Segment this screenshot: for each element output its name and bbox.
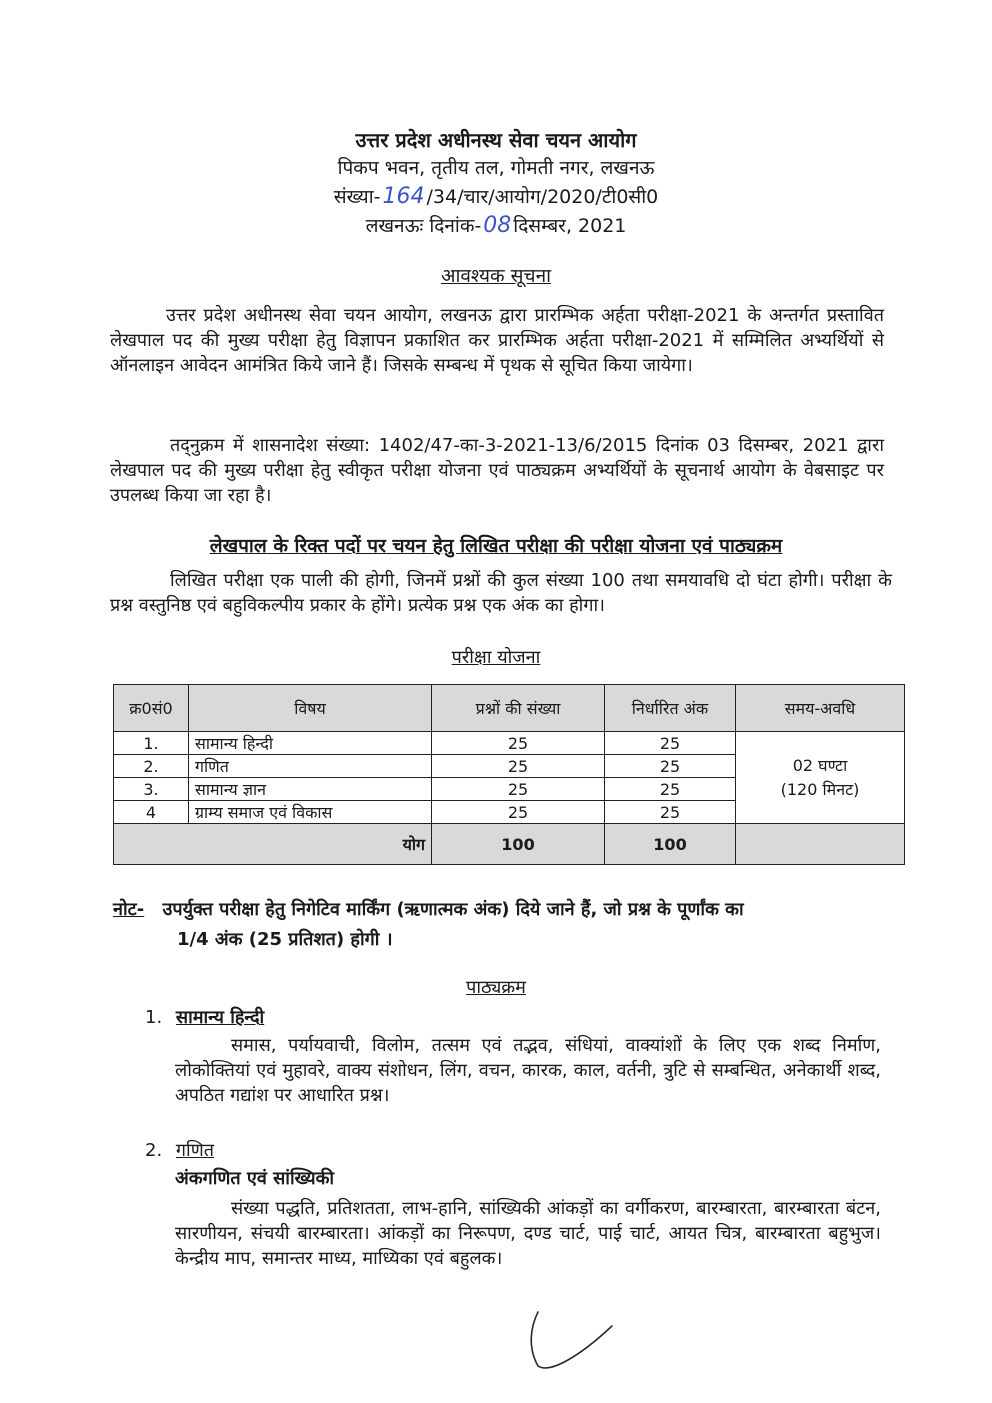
row-serial: 1. [114, 732, 189, 755]
scheme-paragraph: लिखित परीक्षा एक पाली की होगी, जिनमें प्रश्नों की कुल संख्या 100 तथा समयावधि दो घंटा होगी। परीक्षा के प्रश्न वस्तुनिष्ठ एवं बहुविकल्पीय प्रकार के होंगे। प्रत्येक प्रश्न एक अंक का होगा। [110, 570, 892, 616]
section-1-name: सामान्य हिन्दी [175, 1007, 265, 1028]
col-marks: निर्धारित अंक [605, 685, 736, 732]
row-marks: 25 [605, 732, 736, 755]
notice-heading: आवश्यक सूचना [440, 265, 552, 287]
duration-hours: 02 घण्टा [792, 755, 848, 775]
col-duration: समय-अवधि [736, 685, 905, 732]
org-address: पिकप भवन, तृतीय तल, गोमती नगर, लखनऊ [337, 157, 655, 179]
date-suffix: दिसम्बर, 2021 [513, 215, 627, 237]
row-questions: 25 [432, 801, 605, 824]
section-1-content: समास, पर्यायवाची, विलोम, तत्सम एवं तद्भव, संधियां, वाक्यांशों के लिए एक शब्द निर्माण, लोकोक्तियां एवं मुहावरे, वाक्य संशोधन, लिंग, वचन, कारक, काल, वर्तनी, त्रुटि से सम्बन्धित, अनेकार्थी शब्द, अपठित गद्यांश पर आधारित प्रश्न। [175, 1035, 881, 1106]
duration-cell [736, 732, 905, 824]
notice-para-2: तद्नुक्रम में शासनादेश संख्या: 1402/47-का-3-2021-13/6/2015 दिनांक 03 दिसम्बर, 2021 द्वारा लेखपाल पद की मुख्य परीक्षा हेतु स्वीकृत परीक्षा योजना एवं पाठ्यक्रम अभ्यर्थियों के सूचनार्थ आयोग के वेबसाइट पर उपलब्ध किया जा रहा है। [110, 435, 884, 506]
scheme-heading: लेखपाल के रिक्त पदों पर चयन हेतु लिखित परीक्षा की परीक्षा योजना एवं पाठ्यक्रम [209, 535, 783, 557]
note-line-2: 1/4 अंक (25 प्रतिशत) होगी । [177, 929, 393, 950]
ref-suffix: /34/चार/आयोग/2020/टी0सी0 [426, 186, 659, 208]
row-marks: 25 [605, 778, 736, 801]
row-questions: 25 [432, 755, 605, 778]
issue-date [0, 213, 992, 239]
syllabus-section-1-title [145, 1005, 264, 1031]
col-questions: प्रश्नों की संख्या [432, 685, 605, 732]
row-subject: सामान्य हिन्दी [189, 732, 432, 755]
row-serial: 4 [114, 801, 189, 824]
total-label: योग [114, 824, 432, 865]
section-1-number: 1. [145, 1007, 163, 1028]
row-questions: 25 [432, 732, 605, 755]
date-handwritten: 08 [483, 213, 512, 238]
duration-minutes: (120 मिनट) [780, 779, 860, 799]
table-header-row [114, 685, 905, 732]
org-name: उत्तर प्रदेश अधीनस्थ सेवा चयन आयोग [355, 128, 637, 152]
row-marks: 25 [605, 801, 736, 824]
total-marks: 100 [605, 824, 736, 865]
row-subject: ग्राम्य समाज एवं विकास [189, 801, 432, 824]
table-title: परीक्षा योजना [451, 647, 541, 668]
date-prefix: लखनऊः दिनांक- [365, 215, 482, 237]
note-block [113, 895, 903, 925]
section-2-number: 2. [145, 1140, 163, 1161]
section-2-content: संख्या पद्धति, प्रतिशतता, लाभ-हानि, सांख्यिकी आंकड़ों का वर्गीकरण, बारम्बारता, बारम्बारता बंटन, सारणीयन, संचयी बारम्बारता। आंकड़ों का निरूपण, दण्ड चार्ट, पाई चार्ट, आयत चित्र, बारम्बारता बहुभुज। केन्द्रीय माप, समान्तर माध्य, माध्यिका एवं बहुलक। [175, 1198, 881, 1269]
total-duration-empty [736, 824, 905, 865]
row-serial: 2. [114, 755, 189, 778]
reference-number [0, 184, 992, 210]
total-questions: 100 [432, 824, 605, 865]
signature-mark [520, 1308, 630, 1378]
row-questions: 25 [432, 778, 605, 801]
note-label: नोट- [113, 899, 145, 920]
row-subject: सामान्य ज्ञान [189, 778, 432, 801]
total-row [114, 824, 905, 865]
notice-para-1: उत्तर प्रदेश अधीनस्थ सेवा चयन आयोग, लखनऊ द्वारा प्रारम्भिक अर्हता परीक्षा-2021 के अन्तर्गत प्रस्तावित लेखपाल पद की मुख्य परीक्षा हेतु विज्ञापन प्रकाशित कर प्रारम्भिक अर्हता परीक्षा-2021 में सम्मिलित अभ्यर्थियों से ऑनलाइन आवेदन आमंत्रित किये जाने हैं। जिसके सम्बन्ध में पृथक से सूचित किया जायेगा। [110, 305, 884, 376]
syllabus-section-2-title [145, 1138, 214, 1164]
section-2-subtitle: अंकगणित एवं सांख्यिकी [175, 1168, 335, 1189]
exam-scheme-table [113, 684, 905, 865]
col-serial: क्र0सं0 [114, 685, 189, 732]
col-subject: विषय [189, 685, 432, 732]
ref-handwritten: 164 [382, 184, 425, 209]
syllabus-heading: पाठ्यक्रम [466, 977, 526, 998]
ref-prefix: संख्या- [333, 186, 381, 208]
row-marks: 25 [605, 755, 736, 778]
note-line-1: उपर्युक्त परीक्षा हेतु निगेटिव मार्किंग (ऋणात्मक अंक) दिये जाने हैं, जो प्रश्न के पूर्णांक का [162, 899, 744, 920]
table-row [114, 732, 905, 755]
row-subject: गणित [189, 755, 432, 778]
section-2-name: गणित [175, 1140, 214, 1161]
row-serial: 3. [114, 778, 189, 801]
